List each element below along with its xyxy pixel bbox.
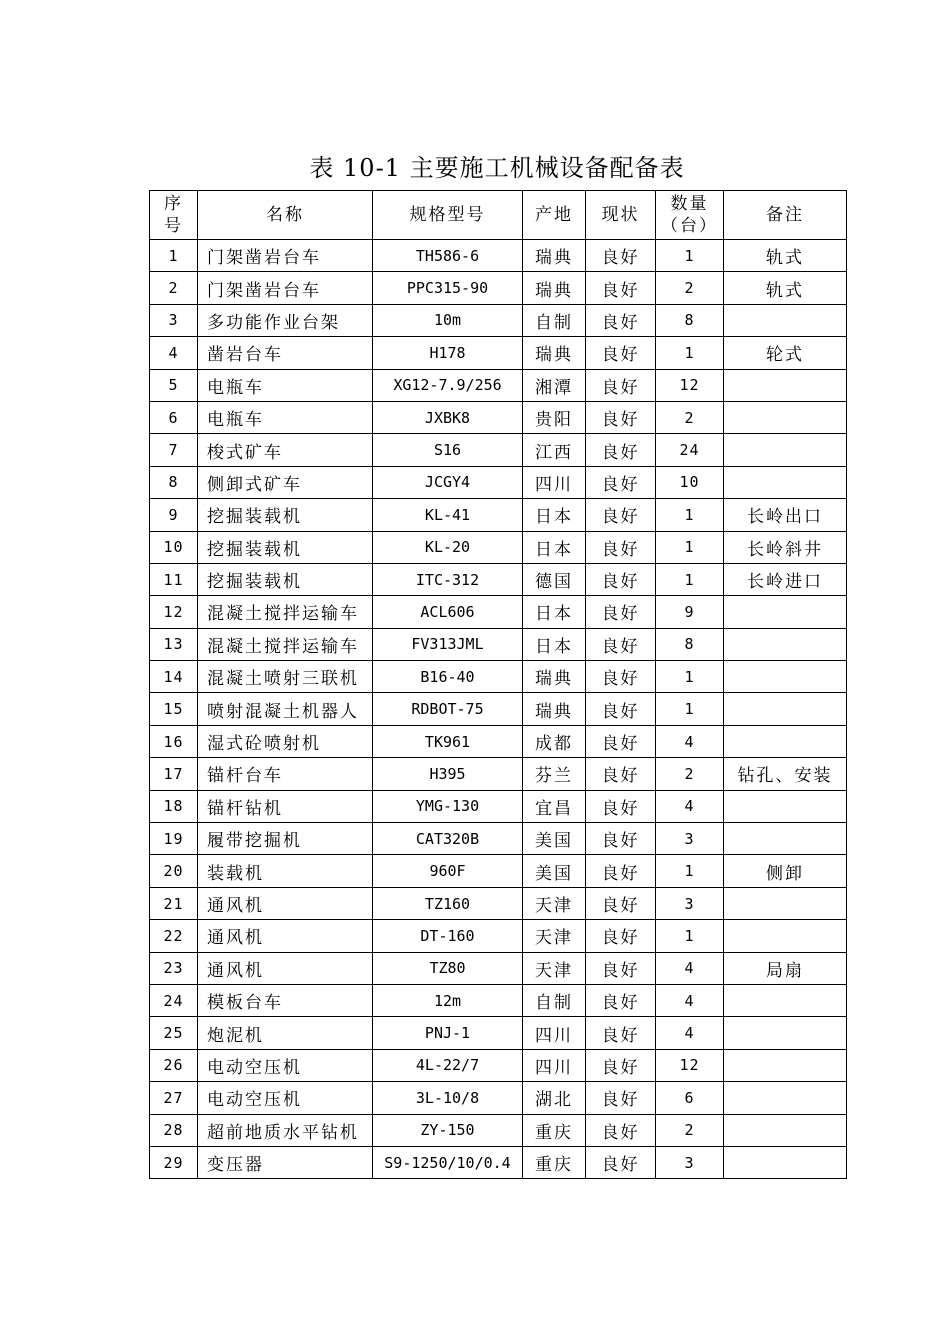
cell-name: 通风机 xyxy=(198,952,373,984)
cell-no: 6 xyxy=(150,401,198,433)
cell-name: 挖掘装载机 xyxy=(198,531,373,563)
table-row xyxy=(150,725,847,757)
cell-status: 良好 xyxy=(586,1017,656,1049)
cell-note xyxy=(724,1146,847,1178)
cell-qty: 10 xyxy=(656,466,724,498)
table-row xyxy=(150,466,847,498)
cell-no: 26 xyxy=(150,1049,198,1081)
cell-qty: 4 xyxy=(656,725,724,757)
cell-status: 良好 xyxy=(586,499,656,531)
table-row xyxy=(150,401,847,433)
cell-name: 模板台车 xyxy=(198,984,373,1016)
cell-origin: 重庆 xyxy=(523,1114,586,1146)
cell-no: 4 xyxy=(150,337,198,369)
cell-note: 长岭进口 xyxy=(724,563,847,595)
header-row xyxy=(150,191,847,240)
cell-origin: 德国 xyxy=(523,563,586,595)
table-row xyxy=(150,628,847,660)
cell-spec: 3L-10/8 xyxy=(373,1082,523,1114)
cell-name: 装载机 xyxy=(198,855,373,887)
table-body xyxy=(150,240,847,1179)
cell-no: 14 xyxy=(150,661,198,693)
cell-qty: 4 xyxy=(656,952,724,984)
cell-note: 轨式 xyxy=(724,272,847,304)
cell-note: 轨式 xyxy=(724,240,847,272)
cell-note xyxy=(724,790,847,822)
table-row xyxy=(150,337,847,369)
cell-note xyxy=(724,887,847,919)
cell-status: 良好 xyxy=(586,596,656,628)
cell-note xyxy=(724,304,847,336)
cell-no: 2 xyxy=(150,272,198,304)
cell-qty: 1 xyxy=(656,855,724,887)
cell-name: 炮泥机 xyxy=(198,1017,373,1049)
cell-no: 20 xyxy=(150,855,198,887)
cell-status: 良好 xyxy=(586,337,656,369)
cell-name: 电动空压机 xyxy=(198,1049,373,1081)
cell-note: 长岭出口 xyxy=(724,499,847,531)
cell-no: 11 xyxy=(150,563,198,595)
cell-no: 21 xyxy=(150,887,198,919)
cell-origin: 瑞典 xyxy=(523,693,586,725)
table-row xyxy=(150,661,847,693)
cell-origin: 天津 xyxy=(523,920,586,952)
cell-qty: 1 xyxy=(656,661,724,693)
cell-origin: 瑞典 xyxy=(523,240,586,272)
cell-status: 良好 xyxy=(586,1146,656,1178)
cell-status: 良好 xyxy=(586,531,656,563)
cell-qty: 2 xyxy=(656,401,724,433)
cell-qty: 3 xyxy=(656,1146,724,1178)
cell-name: 超前地质水平钻机 xyxy=(198,1114,373,1146)
cell-spec: JXBK8 xyxy=(373,401,523,433)
cell-origin: 天津 xyxy=(523,887,586,919)
table-row xyxy=(150,920,847,952)
cell-qty: 3 xyxy=(656,823,724,855)
cell-qty: 8 xyxy=(656,628,724,660)
cell-origin: 日本 xyxy=(523,596,586,628)
cell-note xyxy=(724,628,847,660)
cell-qty: 12 xyxy=(656,369,724,401)
cell-qty: 2 xyxy=(656,272,724,304)
table-row xyxy=(150,1146,847,1178)
table-row xyxy=(150,434,847,466)
cell-name: 侧卸式矿车 xyxy=(198,466,373,498)
table-row xyxy=(150,1049,847,1081)
cell-note: 长岭斜井 xyxy=(724,531,847,563)
cell-status: 良好 xyxy=(586,790,656,822)
cell-qty: 1 xyxy=(656,531,724,563)
cell-note: 局扇 xyxy=(724,952,847,984)
cell-note: 轮式 xyxy=(724,337,847,369)
cell-origin: 芬兰 xyxy=(523,758,586,790)
cell-spec: DT-160 xyxy=(373,920,523,952)
cell-origin: 贵阳 xyxy=(523,401,586,433)
table-row xyxy=(150,304,847,336)
header-status: 现状 xyxy=(586,191,656,240)
cell-qty: 4 xyxy=(656,790,724,822)
header-name: 名称 xyxy=(198,191,373,240)
cell-name: 湿式砼喷射机 xyxy=(198,725,373,757)
cell-spec: PNJ-1 xyxy=(373,1017,523,1049)
cell-name: 挖掘装载机 xyxy=(198,563,373,595)
cell-name: 门架凿岩台车 xyxy=(198,240,373,272)
cell-spec: YMG-130 xyxy=(373,790,523,822)
cell-name: 凿岩台车 xyxy=(198,337,373,369)
cell-note xyxy=(724,725,847,757)
header-no: 序 号 xyxy=(150,191,198,240)
cell-name: 门架凿岩台车 xyxy=(198,272,373,304)
cell-status: 良好 xyxy=(586,758,656,790)
cell-note xyxy=(724,1082,847,1114)
cell-origin: 自制 xyxy=(523,304,586,336)
cell-origin: 湖北 xyxy=(523,1082,586,1114)
cell-name: 履带挖掘机 xyxy=(198,823,373,855)
cell-no: 25 xyxy=(150,1017,198,1049)
cell-no: 7 xyxy=(150,434,198,466)
table-row xyxy=(150,369,847,401)
cell-note xyxy=(724,661,847,693)
cell-note xyxy=(724,823,847,855)
table-row xyxy=(150,758,847,790)
cell-note xyxy=(724,369,847,401)
cell-no: 28 xyxy=(150,1114,198,1146)
cell-origin: 日本 xyxy=(523,499,586,531)
cell-status: 良好 xyxy=(586,304,656,336)
cell-name: 混凝土搅拌运输车 xyxy=(198,628,373,660)
cell-status: 良好 xyxy=(586,369,656,401)
cell-note xyxy=(724,401,847,433)
cell-status: 良好 xyxy=(586,563,656,595)
table-row xyxy=(150,693,847,725)
cell-status: 良好 xyxy=(586,401,656,433)
cell-origin: 日本 xyxy=(523,628,586,660)
cell-origin: 美国 xyxy=(523,855,586,887)
cell-origin: 四川 xyxy=(523,466,586,498)
cell-note xyxy=(724,920,847,952)
cell-status: 良好 xyxy=(586,725,656,757)
cell-qty: 3 xyxy=(656,887,724,919)
cell-spec: H395 xyxy=(373,758,523,790)
cell-spec: CAT320B xyxy=(373,823,523,855)
cell-no: 17 xyxy=(150,758,198,790)
cell-qty: 8 xyxy=(656,304,724,336)
cell-spec: RDBOT-75 xyxy=(373,693,523,725)
cell-name: 变压器 xyxy=(198,1146,373,1178)
cell-qty: 9 xyxy=(656,596,724,628)
cell-qty: 1 xyxy=(656,240,724,272)
table-row xyxy=(150,984,847,1016)
table-row xyxy=(150,855,847,887)
cell-status: 良好 xyxy=(586,1114,656,1146)
cell-status: 良好 xyxy=(586,466,656,498)
cell-spec: TZ80 xyxy=(373,952,523,984)
cell-status: 良好 xyxy=(586,661,656,693)
cell-spec: S9-1250/10/0.4 xyxy=(373,1146,523,1178)
cell-no: 10 xyxy=(150,531,198,563)
cell-name: 通风机 xyxy=(198,920,373,952)
cell-no: 27 xyxy=(150,1082,198,1114)
cell-note xyxy=(724,596,847,628)
table-row xyxy=(150,790,847,822)
cell-note xyxy=(724,1049,847,1081)
table-row xyxy=(150,563,847,595)
cell-origin: 四川 xyxy=(523,1049,586,1081)
cell-origin: 宜昌 xyxy=(523,790,586,822)
cell-name: 电瓶车 xyxy=(198,369,373,401)
cell-name: 电动空压机 xyxy=(198,1082,373,1114)
cell-no: 13 xyxy=(150,628,198,660)
cell-no: 16 xyxy=(150,725,198,757)
header-qty: 数量 （台） xyxy=(656,191,724,240)
cell-name: 挖掘装载机 xyxy=(198,499,373,531)
cell-name: 锚杆台车 xyxy=(198,758,373,790)
table-row xyxy=(150,1114,847,1146)
cell-name: 锚杆钻机 xyxy=(198,790,373,822)
cell-spec: KL-41 xyxy=(373,499,523,531)
cell-qty: 1 xyxy=(656,693,724,725)
cell-note xyxy=(724,984,847,1016)
cell-spec: TH586-6 xyxy=(373,240,523,272)
cell-name: 梭式矿车 xyxy=(198,434,373,466)
cell-note: 钻孔、安装 xyxy=(724,758,847,790)
cell-origin: 瑞典 xyxy=(523,272,586,304)
cell-spec: B16-40 xyxy=(373,661,523,693)
cell-status: 良好 xyxy=(586,887,656,919)
cell-spec: ACL606 xyxy=(373,596,523,628)
table-row xyxy=(150,823,847,855)
cell-no: 15 xyxy=(150,693,198,725)
table-row xyxy=(150,272,847,304)
cell-no: 5 xyxy=(150,369,198,401)
cell-origin: 瑞典 xyxy=(523,337,586,369)
cell-status: 良好 xyxy=(586,628,656,660)
table-row xyxy=(150,887,847,919)
table-row xyxy=(150,240,847,272)
cell-status: 良好 xyxy=(586,984,656,1016)
cell-note xyxy=(724,434,847,466)
cell-origin: 湘潭 xyxy=(523,369,586,401)
cell-no: 18 xyxy=(150,790,198,822)
table-title: 表 10-1 主要施工机械设备配备表 xyxy=(309,154,685,182)
cell-note xyxy=(724,1114,847,1146)
cell-name: 电瓶车 xyxy=(198,401,373,433)
cell-no: 9 xyxy=(150,499,198,531)
cell-origin: 四川 xyxy=(523,1017,586,1049)
cell-spec: KL-20 xyxy=(373,531,523,563)
cell-no: 24 xyxy=(150,984,198,1016)
cell-spec: 4L-22/7 xyxy=(373,1049,523,1081)
cell-status: 良好 xyxy=(586,823,656,855)
table-row xyxy=(150,531,847,563)
cell-name: 多功能作业台架 xyxy=(198,304,373,336)
cell-qty: 2 xyxy=(656,758,724,790)
cell-qty: 6 xyxy=(656,1082,724,1114)
cell-qty: 1 xyxy=(656,337,724,369)
cell-status: 良好 xyxy=(586,855,656,887)
cell-no: 8 xyxy=(150,466,198,498)
cell-origin: 天津 xyxy=(523,952,586,984)
cell-spec: PPC315-90 xyxy=(373,272,523,304)
cell-name: 混凝土搅拌运输车 xyxy=(198,596,373,628)
header-spec: 规格型号 xyxy=(373,191,523,240)
cell-no: 12 xyxy=(150,596,198,628)
cell-status: 良好 xyxy=(586,272,656,304)
cell-status: 良好 xyxy=(586,1082,656,1114)
cell-spec: XG12-7.9/256 xyxy=(373,369,523,401)
cell-note: 侧卸 xyxy=(724,855,847,887)
cell-spec: 960F xyxy=(373,855,523,887)
cell-status: 良好 xyxy=(586,920,656,952)
cell-qty: 4 xyxy=(656,1017,724,1049)
cell-status: 良好 xyxy=(586,240,656,272)
equipment-table xyxy=(149,190,847,1179)
cell-spec: S16 xyxy=(373,434,523,466)
header-note: 备注 xyxy=(724,191,847,240)
cell-note xyxy=(724,1017,847,1049)
table-row xyxy=(150,952,847,984)
cell-spec: FV313JML xyxy=(373,628,523,660)
cell-name: 喷射混凝土机器人 xyxy=(198,693,373,725)
cell-qty: 4 xyxy=(656,984,724,1016)
cell-name: 混凝土喷射三联机 xyxy=(198,661,373,693)
cell-no: 19 xyxy=(150,823,198,855)
cell-origin: 自制 xyxy=(523,984,586,1016)
cell-origin: 美国 xyxy=(523,823,586,855)
cell-spec: TK961 xyxy=(373,725,523,757)
cell-spec: H178 xyxy=(373,337,523,369)
cell-qty: 12 xyxy=(656,1049,724,1081)
cell-status: 良好 xyxy=(586,434,656,466)
cell-no: 29 xyxy=(150,1146,198,1178)
cell-name: 通风机 xyxy=(198,887,373,919)
table-row xyxy=(150,1082,847,1114)
cell-status: 良好 xyxy=(586,693,656,725)
cell-origin: 重庆 xyxy=(523,1146,586,1178)
cell-qty: 1 xyxy=(656,499,724,531)
cell-no: 22 xyxy=(150,920,198,952)
header-origin: 产地 xyxy=(523,191,586,240)
cell-origin: 江西 xyxy=(523,434,586,466)
cell-origin: 日本 xyxy=(523,531,586,563)
cell-qty: 24 xyxy=(656,434,724,466)
cell-spec: TZ160 xyxy=(373,887,523,919)
table-row xyxy=(150,596,847,628)
cell-spec: 12m xyxy=(373,984,523,1016)
cell-origin: 瑞典 xyxy=(523,661,586,693)
cell-spec: JCGY4 xyxy=(373,466,523,498)
cell-no: 23 xyxy=(150,952,198,984)
cell-spec: ITC-312 xyxy=(373,563,523,595)
cell-qty: 1 xyxy=(656,920,724,952)
table-row xyxy=(150,1017,847,1049)
cell-note xyxy=(724,466,847,498)
cell-no: 3 xyxy=(150,304,198,336)
cell-qty: 1 xyxy=(656,563,724,595)
cell-spec: ZY-150 xyxy=(373,1114,523,1146)
cell-qty: 2 xyxy=(656,1114,724,1146)
cell-no: 1 xyxy=(150,240,198,272)
cell-origin: 成都 xyxy=(523,725,586,757)
cell-status: 良好 xyxy=(586,952,656,984)
cell-note xyxy=(724,693,847,725)
cell-spec: 10m xyxy=(373,304,523,336)
cell-status: 良好 xyxy=(586,1049,656,1081)
table-row xyxy=(150,499,847,531)
